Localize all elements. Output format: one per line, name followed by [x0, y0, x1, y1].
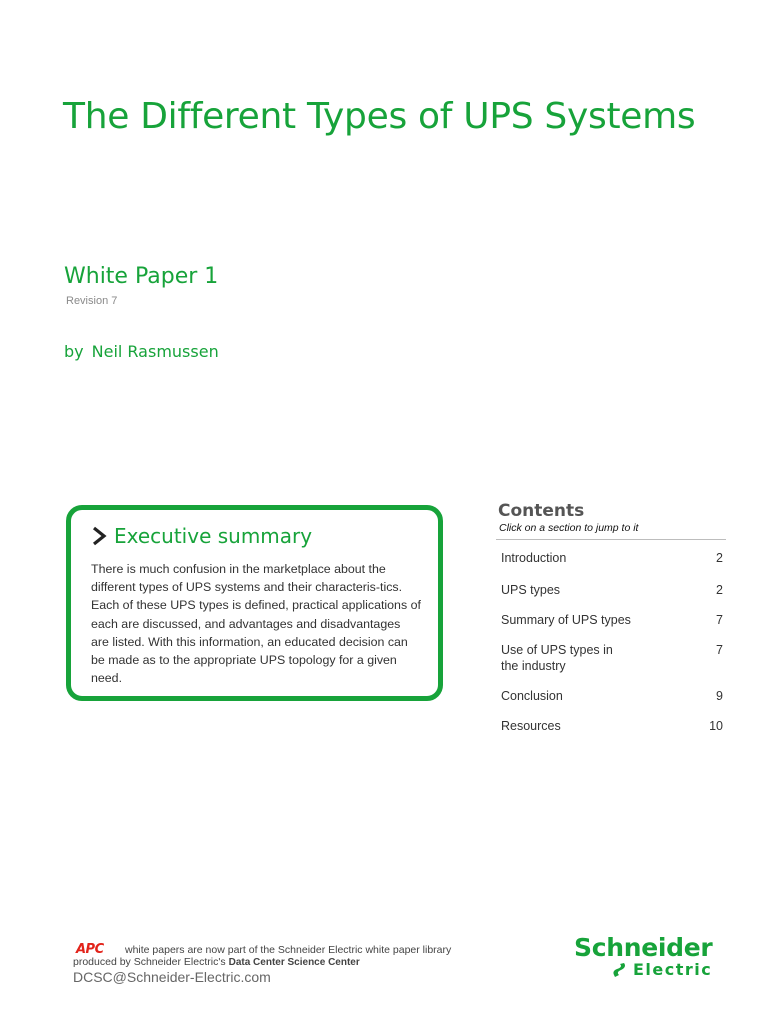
- contents-rule: [496, 539, 726, 540]
- toc-item-ups-types[interactable]: [501, 582, 723, 598]
- logo-line1: Schneider: [574, 933, 713, 962]
- toc-item-page: 10: [709, 719, 723, 733]
- schneider-electric-logo: [574, 933, 716, 979]
- toc-item-page: 7: [716, 613, 723, 627]
- logo-line2-text: Electric: [633, 960, 713, 979]
- toc-item-label: Conclusion: [501, 689, 563, 703]
- revision-label: Revision 7: [66, 295, 118, 307]
- toc-item-page: 2: [716, 583, 723, 597]
- toc-item-summary[interactable]: [501, 612, 723, 628]
- executive-summary-box: [66, 505, 443, 701]
- executive-summary-title: Executive summary: [114, 524, 313, 548]
- footer-line2: [73, 956, 360, 968]
- footer-email[interactable]: DCSC@Schneider-Electric.com: [73, 969, 271, 985]
- toc-item-page: 9: [716, 689, 723, 703]
- schneider-life-is-on-icon: [610, 961, 630, 979]
- contents-subheading: Click on a section to jump to it: [499, 522, 639, 534]
- toc-item-label: UPS types: [501, 583, 561, 597]
- executive-summary-heading: [91, 524, 312, 548]
- toc-item-label: Resources: [501, 719, 561, 733]
- footer-apc-line: [75, 942, 451, 957]
- white-paper-label: White Paper 1: [64, 264, 219, 289]
- toc-item-page: 2: [716, 551, 723, 565]
- toc-item-label: Introduction: [501, 551, 567, 565]
- chevron-right-icon: [91, 526, 107, 546]
- contents-heading: Contents: [498, 501, 585, 521]
- toc-item-resources[interactable]: [501, 718, 723, 734]
- logo-line2: [610, 960, 712, 979]
- toc-item-use-in-industry[interactable]: [501, 642, 723, 674]
- footer-dcsc-name: Data Center Science Center: [228, 957, 360, 968]
- toc-item-introduction[interactable]: [501, 550, 723, 566]
- footer-line1: white papers are now part of the Schneider Electric white paper library: [125, 944, 452, 956]
- svg-text:APC: APC: [76, 942, 104, 954]
- toc-item-conclusion[interactable]: [501, 688, 723, 704]
- author-prefix: by: [64, 342, 84, 361]
- toc-item-label: Summary of UPS types: [501, 613, 631, 627]
- toc-item-page: 7: [716, 643, 723, 657]
- toc-item-label: Use of UPS types in the industry: [501, 643, 613, 673]
- author-name: Neil Rasmussen: [91, 342, 219, 361]
- executive-summary-text: There is much confusion in the marketplace about the different types of UPS systems and their characteris-tics. Each of these UPS types is defined, practical applications of each are discussed, and advantages and disadvantages are listed. With this information, an educated decision can be made as to the appropriate UPS topology for a given need.: [91, 562, 421, 686]
- document-title: The Different Types of UPS Systems: [63, 96, 696, 137]
- author-line: [64, 342, 219, 361]
- apc-logo: [75, 942, 123, 954]
- footer-line2-prefix: produced by Schneider Electric's: [73, 956, 226, 968]
